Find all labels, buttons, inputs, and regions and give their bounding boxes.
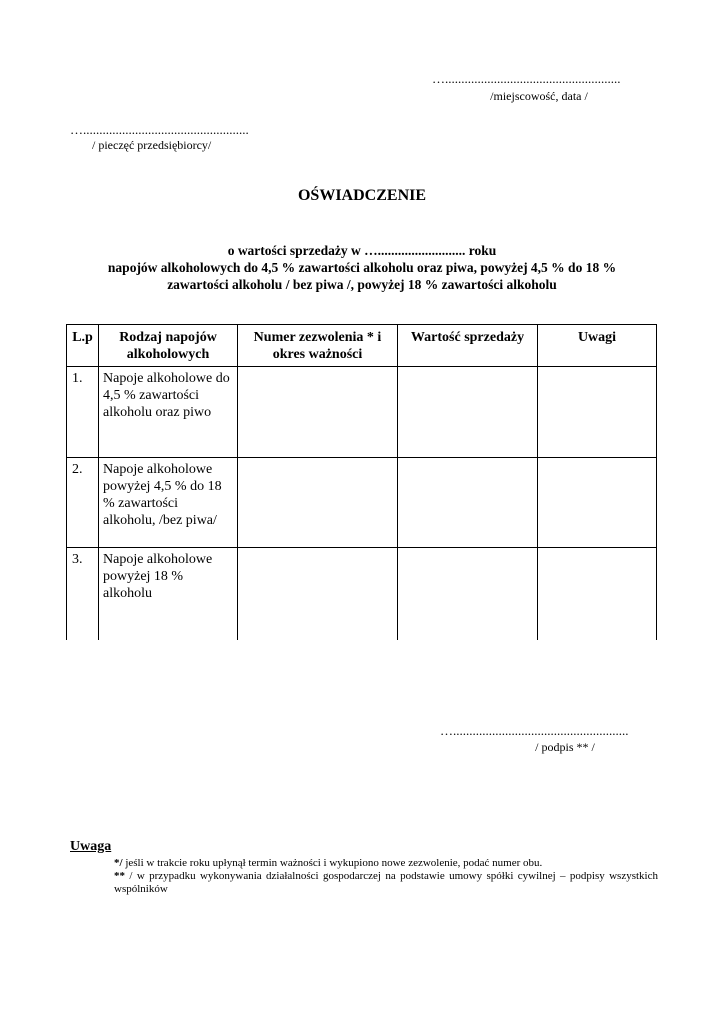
note-1-text: jeśli w trakcie roku upłynął termin ważności i wykupiono nowe zezwolenie, podać numer obu. [122, 857, 543, 869]
subtitle-line-1: o wartości sprzedaży w ….......................... roku [227, 243, 497, 258]
row-permit[interactable] [238, 367, 398, 458]
header-lp: L.p [67, 325, 99, 367]
notes-heading: Uwaga [70, 839, 112, 854]
row-value[interactable] [398, 367, 538, 458]
page-title: OŚWIADCZENIE [297, 187, 427, 204]
subtitle [70, 242, 654, 293]
subtitle-line-3: zawartości alkoholu / bez piwa /, powyżej 18 % zawartości alkoholu [167, 277, 557, 292]
note-2-mark: ** [114, 870, 125, 882]
signature-label: / podpis ** / [535, 740, 595, 754]
header-notes: Uwagi [538, 325, 657, 367]
row-lp: 3. [67, 548, 99, 640]
place-date-label: /miejscowość, data / [490, 89, 588, 103]
place-date-dots: …...................................................... [432, 71, 621, 86]
note-1 [114, 857, 658, 870]
note-2 [114, 870, 658, 896]
row-permit[interactable] [238, 548, 398, 640]
note-2-text: / w przypadku wykonywania działalności gospodarczej na podstawie umowy spółki cywilnej – podpisy wszystkich wspólników [114, 870, 658, 895]
row-kind: Napoje alkoholowe do 4,5 % zawartości alkoholu oraz piwo [99, 367, 238, 458]
row-notes[interactable] [538, 367, 657, 458]
row-permit[interactable] [238, 458, 398, 548]
note-1-mark: */ [114, 857, 123, 869]
signature-dots: …...................................................... [440, 723, 629, 738]
table-header-row [67, 325, 657, 367]
row-kind: Napoje alkoholowe powyżej 18 % alkoholu [99, 548, 238, 640]
row-lp: 1. [67, 367, 99, 458]
stamp-label: / pieczęć przedsiębiorcy/ [92, 138, 212, 152]
row-lp: 2. [67, 458, 99, 548]
header-value: Wartość sprzedaży [398, 325, 538, 367]
row-value[interactable] [398, 548, 538, 640]
stamp-dots: …................................................... [70, 122, 249, 137]
row-notes[interactable] [538, 458, 657, 548]
sales-table [66, 324, 657, 640]
row-value[interactable] [398, 458, 538, 548]
subtitle-line-2: napojów alkoholowych do 4,5 % zawartości alkoholu oraz piwa, powyżej 4,5 % do 18 % [107, 260, 617, 275]
table-row [67, 458, 657, 548]
header-kind: Rodzaj napojów alkoholowych [99, 325, 238, 367]
row-notes[interactable] [538, 548, 657, 640]
header-permit: Numer zezwolenia * i okres ważności [238, 325, 398, 367]
row-kind: Napoje alkoholowe powyżej 4,5 % do 18 % zawartości alkoholu, /bez piwa/ [99, 458, 238, 548]
table-row [67, 548, 657, 640]
table-row [67, 367, 657, 458]
